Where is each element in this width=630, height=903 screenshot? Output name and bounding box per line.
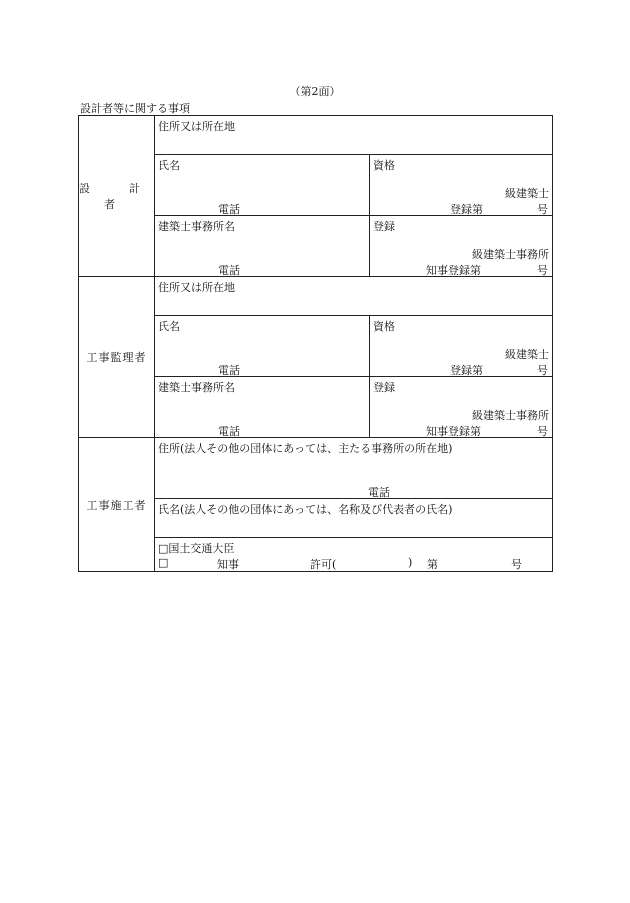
designer-registration-cell[interactable] (370, 216, 553, 277)
contractor-permit-cell[interactable] (155, 538, 553, 572)
designer-office-name-cell[interactable] (155, 216, 370, 277)
contractor-governor-checkbox[interactable]: □ (158, 556, 169, 569)
designer-info-table (78, 115, 553, 572)
supervisor-office-name-cell[interactable] (155, 377, 370, 438)
designer-registration-label: 登録 (373, 220, 395, 233)
contractor-group-label: 工事施工者 (79, 438, 155, 572)
designer-office-number-suffix: 号 (537, 264, 548, 277)
designer-number-suffix: 号 (537, 203, 548, 216)
supervisor-qualification-label: 資格 (373, 320, 395, 333)
section-title: 設計者等に関する事項 (80, 102, 190, 115)
contractor-minister-option[interactable]: □国土交通大臣 (158, 542, 235, 555)
designer-governor-registration: 知事登録第 (426, 264, 481, 277)
contractor-permit-open: 許可( (310, 558, 337, 571)
supervisor-office-name-label: 建築士事務所名 (158, 381, 235, 394)
designer-registration-no: 登録第 (450, 203, 483, 216)
contractor-permit-no: 第 (427, 558, 438, 571)
designer-name-cell[interactable] (155, 155, 370, 216)
contractor-name-cell[interactable] (155, 499, 553, 538)
supervisor-governor-registration: 知事登録第 (426, 425, 481, 438)
contractor-address-cell[interactable] (155, 438, 553, 499)
supervisor-group-label: 工事監理者 (79, 277, 155, 438)
supervisor-registration-no: 登録第 (450, 364, 483, 377)
supervisor-office-phone-label: 電話 (218, 425, 240, 438)
supervisor-qualification-cell[interactable] (370, 316, 553, 377)
designer-group-label: 設 計 者 (79, 116, 155, 277)
contractor-phone-label: 電話 (368, 486, 390, 499)
designer-name-label: 氏名 (158, 159, 180, 172)
supervisor-address-label: 住所又は所在地 (158, 281, 235, 294)
supervisor-architect-grade: 級建築士 (505, 348, 549, 361)
supervisor-office-number-suffix: 号 (537, 425, 548, 438)
designer-address-cell[interactable] (155, 116, 553, 155)
supervisor-phone-label: 電話 (218, 364, 240, 377)
designer-qualification-label: 資格 (373, 159, 395, 172)
supervisor-name-cell[interactable] (155, 316, 370, 377)
designer-office-grade: 級建築士事務所 (472, 248, 549, 261)
supervisor-address-cell[interactable] (155, 277, 553, 316)
contractor-permit-close: ) (408, 556, 413, 569)
designer-phone-label: 電話 (218, 203, 240, 216)
contractor-governor-label: 知事 (217, 558, 239, 571)
contractor-name-label: 氏名(法人その他の団体にあっては、名称及び代表者の氏名) (158, 503, 453, 516)
supervisor-registration-label: 登録 (373, 381, 395, 394)
designer-architect-grade: 級建築士 (505, 187, 549, 200)
supervisor-name-label: 氏名 (158, 320, 180, 333)
designer-qualification-cell[interactable] (370, 155, 553, 216)
page-number: （第2面） (289, 85, 341, 98)
designer-office-name-label: 建築士事務所名 (158, 220, 235, 233)
contractor-number-suffix: 号 (511, 558, 522, 571)
contractor-address-label: 住所(法人その他の団体にあっては、主たる事務所の所在地) (158, 442, 453, 455)
designer-address-label: 住所又は所在地 (158, 120, 235, 133)
supervisor-office-grade: 級建築士事務所 (472, 409, 549, 422)
designer-office-phone-label: 電話 (218, 264, 240, 277)
supervisor-registration-cell[interactable] (370, 377, 553, 438)
supervisor-number-suffix: 号 (537, 364, 548, 377)
